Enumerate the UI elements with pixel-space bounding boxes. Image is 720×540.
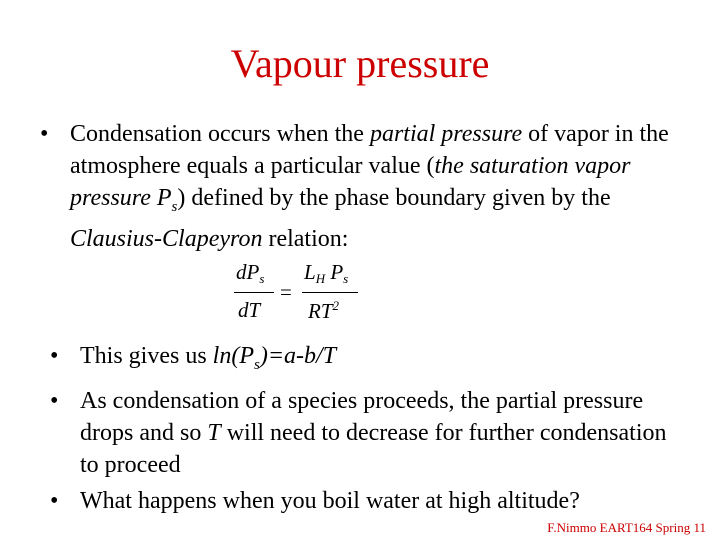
- bullet-text: relation:: [262, 225, 349, 252]
- bullet-text-italic: partial pressure: [369, 121, 523, 147]
- bullet-text: As condensation of a species proceeds, the partial pressure drops and so: [80, 387, 644, 446]
- bullet-text: will need to decrease for further condensation to proceed: [80, 419, 667, 478]
- bullet-dot: •: [50, 343, 59, 369]
- bullet-boil-question: [50, 485, 690, 517]
- bullet-partial-pressure: [50, 385, 690, 481]
- bullet-dot: •: [40, 121, 49, 147]
- equals-sign: =: [280, 280, 292, 304]
- slide-title: Vapour pressure: [230, 41, 490, 86]
- bullet-ln-relation: [50, 340, 690, 381]
- bullet-dot: •: [50, 487, 59, 514]
- equation-lhs-numerator: $dP_s$: [236, 260, 265, 286]
- bullet-condensation: [40, 118, 680, 255]
- bullet-text: What happens when you boil water at high altitude?: [80, 487, 580, 514]
- bullet-text: This gives us: [80, 343, 213, 369]
- lower-bullets: [50, 340, 690, 521]
- equation-rhs-numerator: $L_H$ $P_s$: [304, 260, 349, 286]
- bullet-text: Condensation occurs when the: [70, 121, 370, 147]
- bullet-text-italic: Clausius-Clapeyron: [70, 225, 263, 252]
- clausius-clapeyron-equation: [232, 260, 372, 330]
- subscript: s: [171, 198, 178, 215]
- fraction-bar: [302, 292, 358, 293]
- equation-rhs-denominator: $RT^2$: [308, 298, 340, 323]
- equation-lhs-denominator: dT: [238, 298, 261, 322]
- bullet-dot: •: [50, 387, 59, 414]
- bullet-text-italic: ln(P: [212, 343, 254, 369]
- bullet-text: ) defined by the phase boundary given by the: [177, 185, 611, 211]
- subscript: s: [254, 356, 260, 373]
- bullet-text-italic: T: [207, 419, 221, 446]
- bullet-text-italic: the saturation vapor pressure P: [70, 153, 631, 211]
- bullet-text-italic: )=a-b/T: [259, 343, 337, 369]
- bullet-text: of vapor in the atmosphere equals a particular value (: [70, 121, 669, 179]
- slide-footer: F.Nimmo EART164 Spring 11: [547, 520, 706, 535]
- fraction-bar: [234, 292, 274, 293]
